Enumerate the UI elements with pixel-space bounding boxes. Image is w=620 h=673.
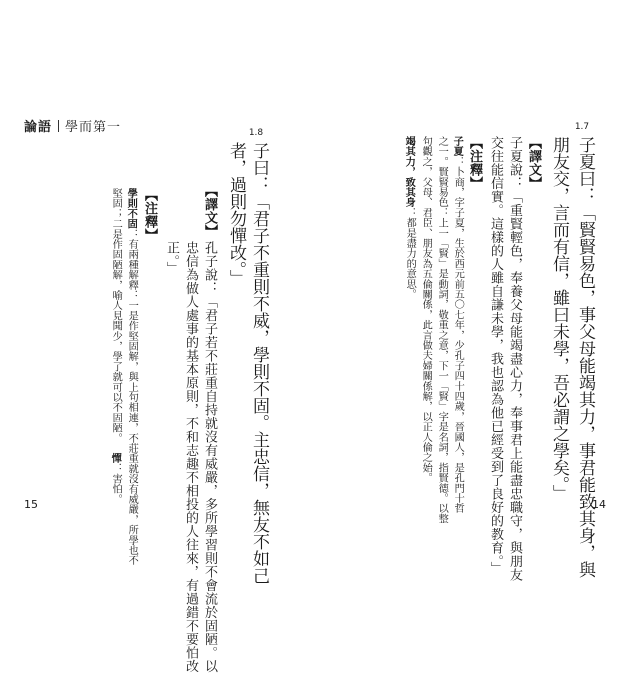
translation-line: 孔子說：「君子若不莊重自持就沒有威嚴，多所學習則不會流於固陋。以 (202, 241, 217, 673)
note-line: 之一。賢賢易色：上一「賢」是動詞，敬重之意，下一「賢」字是名詞，指賢德。以整 (436, 136, 448, 524)
verse-line: 朋友交，言而有信，雖曰未學，吾必謂之學矣。」 (549, 136, 569, 502)
page-number: 15 (24, 498, 38, 511)
note-term: 子夏 (451, 136, 464, 157)
note-term: 竭其力，致其身 (403, 136, 416, 208)
note-text: 堅固；二是作固陋解，喻人見聞少，學了就可以不固陋。 (110, 188, 122, 443)
verse-line: 子曰：「君子不重則不威，學則不固。主忠信，無友不如己 (249, 142, 269, 584)
translation-heading: 【譯文】 (526, 136, 541, 190)
note-term: 憚 (109, 453, 122, 464)
translation-line: 交往能信實。這樣的人雖自謙未學，我也認為他已經受到了良好的教育。」 (488, 136, 503, 575)
notes-heading: 【注釋】 (142, 188, 157, 242)
verse-number: 1.8 (248, 128, 264, 138)
verse-number: 1.7 (574, 122, 590, 132)
right-page (310, 0, 620, 620)
note-line (452, 136, 462, 513)
translation-line: 正。」 (164, 241, 179, 275)
note-line (126, 188, 136, 565)
book-title: 論語 (24, 120, 53, 135)
page-number: 14 (592, 498, 606, 511)
translation-heading: 【譯文】 (202, 184, 217, 238)
note-text: ：都是盡力的意思。 (404, 207, 416, 300)
chapter-title: 學而第一 (65, 120, 122, 135)
running-header (24, 116, 121, 135)
note-term: 學則不固 (125, 188, 138, 229)
header-divider (58, 120, 59, 132)
verse-line: 子夏曰：「賢賢易色，事父母能竭其力，事君能致其身，與 (575, 136, 595, 578)
notes-heading: 【注釋】 (467, 136, 482, 190)
note-text: ：有兩種解釋：一是作堅固解，與上句相連，不莊重就沒有威嚴，所學也不 (126, 228, 138, 566)
note-line (110, 188, 120, 504)
translation-line: 忠信為做人處事的基本原則，不和志趣不相投的人往來，有過錯不要怕改 (183, 241, 198, 673)
verse-line: 者，過則勿憚改。」 (226, 142, 246, 287)
translation-line: 子夏說：「重賢輕色，奉養父母能竭盡心力，奉事君上能盡忠職守，與朋友 (507, 136, 522, 582)
note-text: ：害怕。 (110, 463, 122, 505)
note-line (404, 136, 414, 299)
note-line: 句觀之，父母、君臣、朋友為五倫關係，此言做夫婦關係解，以正人倫之始。 (420, 136, 432, 483)
note-text: ：卜商，字子夏，生於西元前五〇七年，少孔子四十四歲，晉國人，是孔門十哲 (452, 156, 464, 514)
